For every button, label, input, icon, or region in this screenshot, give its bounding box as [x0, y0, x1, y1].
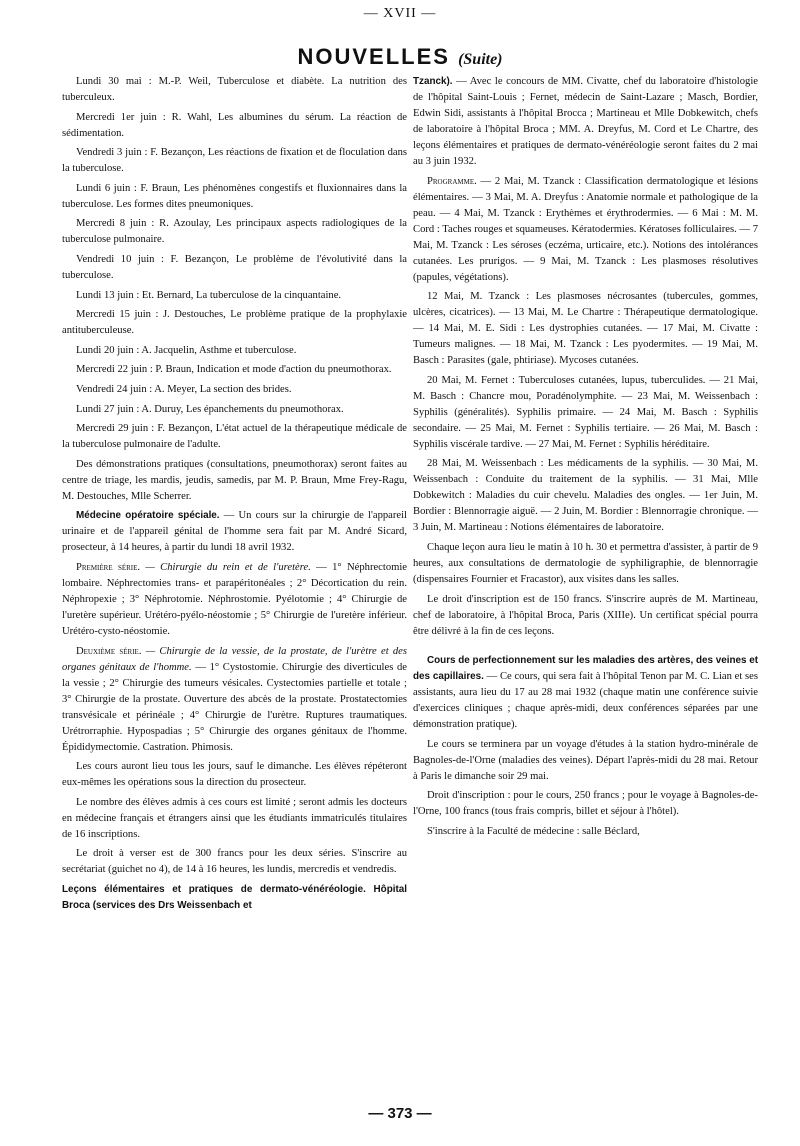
paragraph: Lundi 30 mai : M.-P. Weil, Tuberculose et diabète. La nutrition des tuberculeux.: [62, 76, 407, 103]
paragraph: 12 Mai, M. Tzanck : Les plasmoses nécrosantes (tubercules, gommes, ulcères, cicatrices). — 13 Mai, M. Le Chartre : Thérapeutique dermatologique. — 14 Mai, M. E. Sidi : Les dystrophies cutanées. — 17 Mai, M. Civatte : Tumeurs malignes. — 18 Mai, M. Tzanck : Les pyodermites. — 19 Mai, M. Basch : Parasites (gale, phtiriase). Mycoses cutanées.: [413, 291, 758, 367]
section-heading: Médecine opératoire spéciale.: [76, 510, 220, 522]
paragraph: 20 Mai, M. Fernet : Tuberculoses cutanées, lupus, tuberculides. — 21 Mai, M. Basch : Chancre mou, Poradénolymphite. — 23 Mai, M. Weissenbach : Syphilis (généralités). Syphilis primaire. — 24 Mai, M. Basch : Syphilis secondaire. — 25 Mai, M. Fernet : Syphilis tertiaire. — 26 Mai, M. Basch : Syphilis viscérale tardive. — 27 Mai, M. Fernet : Syphilis héréditaire.: [413, 374, 758, 450]
program-label: Programme.: [427, 175, 477, 187]
title-text: NOUVELLES: [297, 44, 450, 69]
paragraph: Les cours auront lieu tous les jours, sauf le dimanche. Les élèves répéteront eux-mêmes les opérations sous la direction du prosecteur.: [62, 761, 407, 789]
section-heading: Cours de perfectionnement sur les maladies des artères, des veines et des capillaires.: [413, 655, 758, 683]
paragraph: Le nombre des élèves admis à ces cours est limité ; seront admis les docteurs en médecine français et étrangers ainsi que les étudiants immatriculés titulaires de 16 inscriptions.: [62, 796, 407, 840]
paragraph: [413, 174, 758, 286]
paragraph: Mercredi 8 juin : R. Azoulay, Les principaux aspects radiologiques de la tuberculose pulmonaire.: [62, 218, 407, 246]
paragraph: Le droit d'inscription est de 150 francs. S'inscrire auprès de M. Martineau, chef de laboratoire, à l'hôpital Broca, Paris (XIIIe). Un certificat spécial pourra être délivré à la fin de ces leçons.: [413, 593, 758, 637]
page-title: [0, 44, 800, 70]
series-label: Deuxième série.: [76, 645, 142, 657]
section-heading: Leçons élémentaires et pratiques de dermato-vénéréologie. Hôpital Broca (services des Drs Weissenbach et: [62, 883, 407, 911]
paragraph: [413, 74, 758, 170]
section-gap: [413, 643, 758, 653]
paragraph-text: — Avec le concours de MM. Civatte, chef du laboratoire d'histologie de l'hôpital Saint-Louis ; Fernet, médecin de Saint-Lazare ; Masch, Bordier, Edwin Sidi, assistants à l'hôpital Brocca ; Martineau et Mlle Dobkewitch, chefs de laboratoire à l'hôpital Broca ; MM. A. Dreyfus, M. Cord et Le Chartre, des leçons élémentaires et pratiques de dermato-vénéréologie seront faites du 2 mai au 3 juin 1932.: [413, 76, 758, 167]
series-title: — Chirurgie de la vessie, de la prostate, de l'urètre et des organes génitaux de l'homme.: [62, 645, 407, 673]
paragraph: S'inscrire à la Faculté de médecine : salle Béclard,: [427, 825, 640, 837]
paragraph: Mercredi 22 juin : P. Braun, Indication et mode d'action du pneumothorax.: [76, 364, 392, 376]
right-column: [413, 74, 758, 844]
left-column: [62, 74, 407, 917]
section-heading: Tzanck).: [413, 76, 453, 87]
paragraph: Chaque leçon aura lieu le matin à 10 h. 30 et permettra d'assister, à partir de 9 heures, aux consultations de dermatologie de syphiligraphie, de blennorragie (dispensaires Fournier et Fracastor), aux visites dans les salles.: [413, 541, 758, 585]
paragraph: Lundi 27 juin : A. Duruy, Les épanchements du pneumothorax.: [76, 403, 344, 415]
paragraph: Droit d'inscription : pour le cours, 250 francs ; pour le voyage à Bagnoles-de-l'Orne, 100 francs (tous frais compris, billet et séjour à l'hôtel).: [413, 790, 758, 818]
paragraph: Mercredi 29 juin : F. Bezançon, L'état actuel de la thérapeutique médicale de la tuberculose pulmonaire de l'adulte.: [62, 423, 407, 451]
series-label: Première série.: [76, 561, 141, 573]
series-title: — Chirurgie du rein et de l'uretère.: [140, 561, 311, 573]
paragraph: Mercredi 1er juin : R. Wahl, Les albumines du sérum. La réaction de sédimentation.: [62, 111, 407, 139]
paragraph: Lundi 20 juin : A. Jacquelin, Asthme et tuberculose.: [76, 344, 297, 356]
paragraph: [413, 653, 758, 733]
paragraph-text: — 2 Mai, M. Tzanck : Classification dermatologique et lésions élémentaires. — 3 Mai, M. A. Dreyfus : Anatomie normale et pathologique de la peau. — 4 Mai, M. Tzanck : Erythèmes et érythrodermies. — 6 Mai : M. M. Cord : Taches rouges et squameuses. Kératodermies. Kératoses folliculaires. — 7 Mai, M. Tzanck : Les séroses (eczéma, urticaire, etc.). Notions des intolérances cutanées. Les prurigos. — 9 Mai, M. Tzanck : Les plasmoses résolutives (papules, végétations).: [413, 175, 758, 283]
paragraph: [62, 644, 407, 756]
paragraph: Lundi 6 juin : F. Braun, Les phénomènes congestifs et fluxionnaires dans la tuberculose. Les formes dites pneumoniques.: [62, 182, 407, 210]
paragraph: Le droit à verser est de 300 francs pour les deux séries. S'inscrire au secrétariat (guichet no 4), de 14 à 16 heures, les lundis, mercredis et vendredis.: [62, 848, 407, 876]
paragraph: Des démonstrations pratiques (consultations, pneumothorax) seront faites au centre de triage, les mardis, jeudis, samedis, par M. P. Braun, Mme Frey-Ragu, M. Destouches, Mlle Scherrer.: [62, 458, 407, 502]
paragraph: Lundi 13 juin : Et. Bernard, La tuberculose de la cinquantaine.: [76, 289, 342, 301]
paragraph: Vendredi 24 juin : A. Meyer, La section des brides.: [76, 383, 292, 395]
paragraph-text: — Un cours sur la chirurgie de l'appareil urinaire et de l'appareil génital de l'homme sera fait par M. André Sicard, prosecteur, à 14 heures, à partir du lundi 18 avril 1932.: [62, 510, 407, 554]
title-suite: (Suite): [458, 51, 503, 68]
paragraph-text: — 1° Cystostomie. Chirurgie des diverticules de la vessie ; 2° Chirurgie des tumeurs vésicales. Cystectomies partielle et totale ; 3° Chirurgie de la prostate. Ouverture des abcès de la prostate. Prostatectomies transvésicale et périnéale ; 4° Chirurgie de l'urètre. Ruptures traumatiques. Urétrorraphie. Hypospadias ; 5° Chirurgie des organes génitaux de l'homme. Épididymectomie. Castration. Phimosis.: [62, 661, 407, 753]
paragraph-text: — 1° Néphrectomie lombaire. Néphrectomies trans- et parapéritonéales ; 2° Décortication du rein. Néphropexie ; 3° Néphrotomie. Néphrostomie. Pyélotomie ; 4° Chirurgie de l'uretère supérieur. Urétéro-pyélo-néostomie ; 5° Chirurgie de l'uretère inférieur. Urétéro-cysto-néostomie.: [62, 561, 407, 637]
paragraph: [62, 508, 407, 556]
roman-page-number: — XVII —: [363, 6, 437, 21]
paragraph: Vendredi 3 juin : F. Bezançon, Les réactions de fixation et de floculation dans la tuberculose.: [62, 147, 407, 175]
paragraph: Mercredi 15 juin : J. Destouches, Le problème pratique de la prophylaxie antituberculeuse.: [62, 309, 407, 337]
paragraph-text: — Ce cours, qui sera fait à l'hôpital Tenon par M. C. Lian et ses assistants, aura lieu du 17 au 28 mai 1932 (chaque matin une conférence suivie d'exercices cliniques ; chaque après-midi, deux conférences séparées par une démonstration pratique).: [413, 671, 758, 731]
paragraph: Vendredi 10 juin : F. Bezançon, Le problème de l'évolutivité dans la tuberculose.: [62, 253, 407, 281]
paragraph: 28 Mai, M. Weissenbach : Les médicaments de la syphilis. — 30 Mai, M. Weissenbach : Conduite du traitement de la syphilis. — 31 Mai, Mlle Dobkewitch : Maladies du cuir chevelu. Maladies des ongles. — 1er Juin, M. Bordier : Blennorragie aiguë. — 2 Juin, M. Bordier : Blennorragie chronique. — 3 Juin, M. Martineau : Notions élémentaires de laboratoire.: [413, 458, 758, 534]
paragraph: Le cours se terminera par un voyage d'études à la station hydro-minérale de Bagnoles-de-l'Orne (maladies des veines). Départ l'après-midi du 28 mai. Retour à Paris le dimanche soir 29 mai.: [413, 738, 758, 782]
paragraph: [62, 882, 407, 914]
paragraph: [62, 560, 407, 640]
page-number: — 373 —: [368, 1105, 432, 1122]
